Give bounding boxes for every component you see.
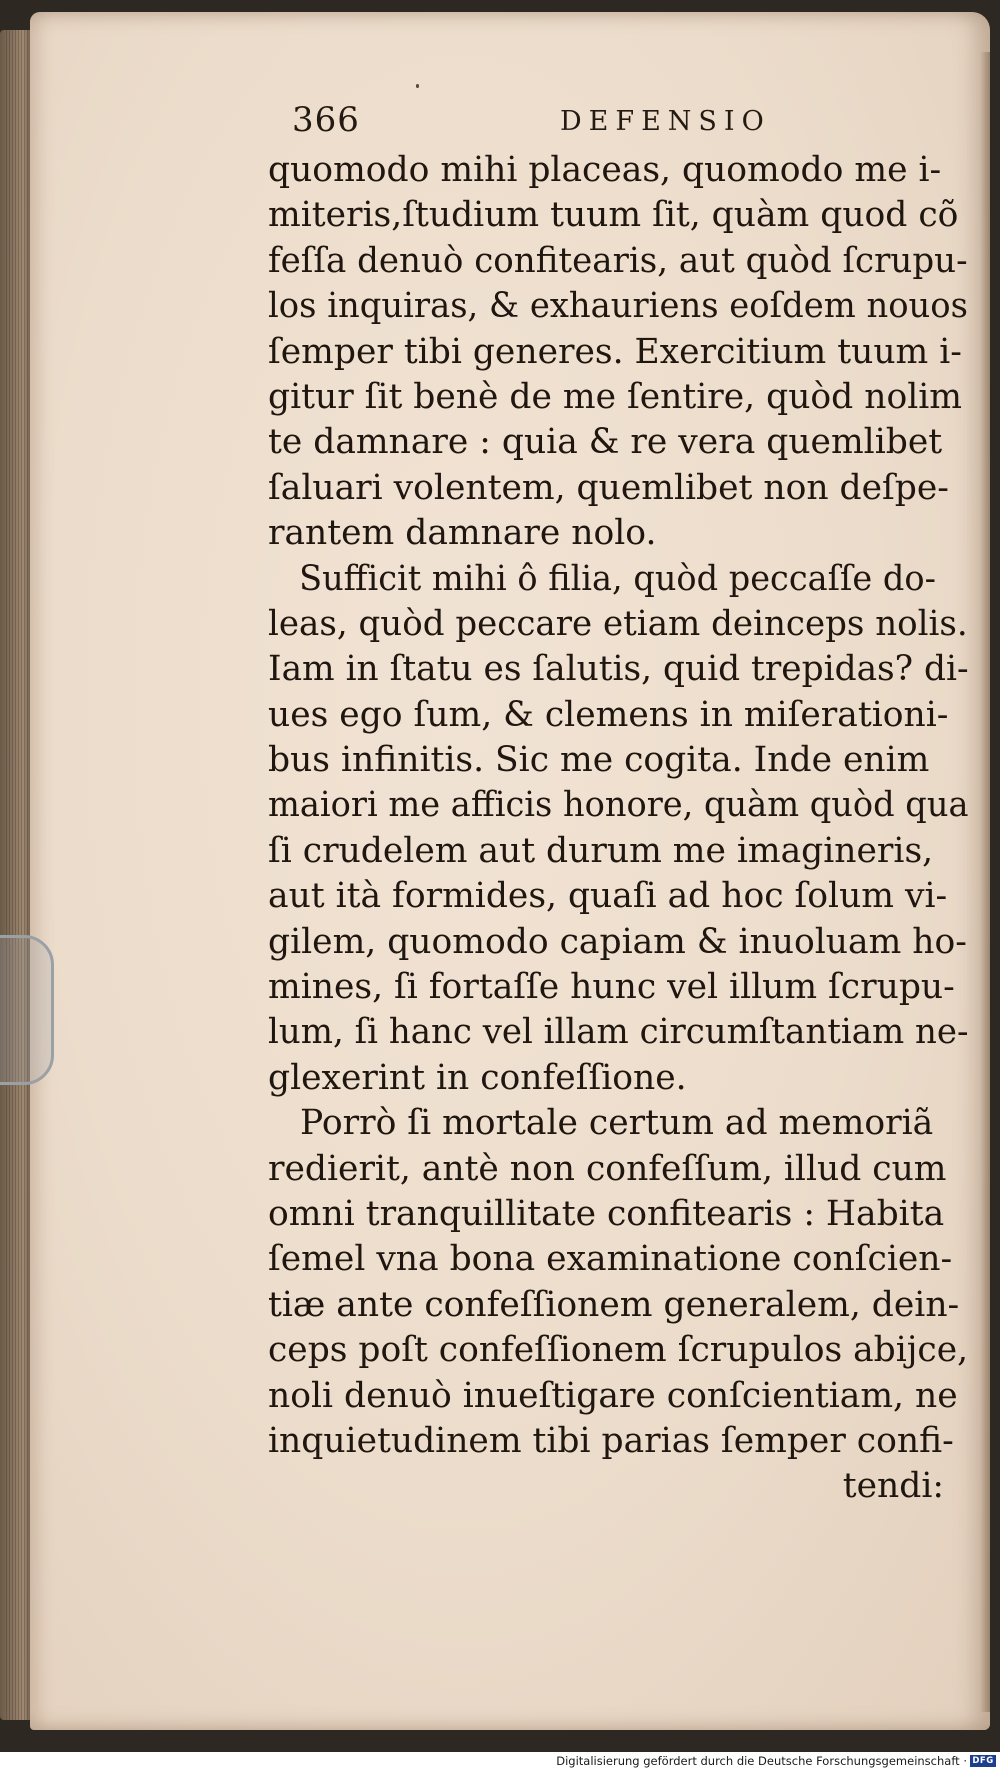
text-line: feſſa denuò confitearis, aut quòd ſcrupu- xyxy=(268,240,968,281)
text-line: ues ego ſum, & clemens in miſerationi- xyxy=(268,694,949,735)
page-header xyxy=(292,100,972,148)
text-line: Sufficit mihi ô filia, quòd peccaſſe do- xyxy=(299,558,936,599)
text-line: Iam in ſtatu es ſalutis, quid trepidas? di- xyxy=(268,649,969,690)
text-line: inquietudinem tibi parias ſemper confi- xyxy=(268,1420,954,1461)
text-line: bus infinitis. Sic me cogita. Inde enim xyxy=(268,740,930,781)
text-line: aut ità formides, quaſi ad hoc ſolum vi- xyxy=(268,876,948,917)
text-line: tendi: xyxy=(842,1466,944,1507)
text-line: ſi crudelem aut durum me imagineris, xyxy=(268,830,934,871)
running-title: DEFENSIO xyxy=(560,106,771,137)
text-line: los inquiras, & exhauriens eoſdem nouos xyxy=(268,286,968,327)
text-line: maiori me afficis honore, quàm quòd qua xyxy=(268,785,969,826)
digitization-credit xyxy=(556,1754,996,1768)
ink-speck xyxy=(416,84,419,88)
text-line: mines, ſi fortaſſe hunc vel illum ſcrupu- xyxy=(268,967,955,1008)
text-line: redierit, antè non confeſſum, illud cum xyxy=(268,1148,947,1189)
text-line: lum, ſi hanc vel illam circumſtantiam ne- xyxy=(268,1012,969,1053)
page-number: 366 xyxy=(292,100,360,140)
text-line: miteris,ſtudium tuum ſit, quàm quod cõ xyxy=(268,195,959,236)
text-line: ſaluari volentem, quemlibet non deſpe- xyxy=(268,467,949,508)
text-line: gilem, quomodo capiam & inuoluam ho- xyxy=(268,921,967,962)
text-line: Porrò ſi mortale certum ad memoriã xyxy=(300,1103,934,1144)
text-line: tiæ ante confeſſionem generalem, dein- xyxy=(268,1284,960,1325)
text-line: omni tranquillitate confitearis : Habita xyxy=(268,1193,945,1234)
text-line: rantem damnare nolo. xyxy=(268,513,657,554)
text-line: quomodo mihi placeas, quomodo me i- xyxy=(268,150,942,190)
dfg-logo: DFG xyxy=(970,1755,996,1767)
text-line: ſemper tibi generes. Exercitium tuum i- xyxy=(268,331,962,372)
text-line: glexerint in confeſſione. xyxy=(268,1057,687,1098)
text-line: noli denuò inueſtigare conſcientiam, ne xyxy=(268,1375,958,1416)
body-text xyxy=(268,148,996,1510)
text-line: ſemel vna bona examinatione conſcien- xyxy=(268,1239,953,1280)
page-clip xyxy=(0,935,54,1085)
text-line: te damnare : quia & re vera quemlibet xyxy=(268,422,943,463)
text-line: leas, quòd peccare etiam deinceps nolis. xyxy=(268,603,968,644)
text-line: gitur ſit benè de me ſentire, quòd nolim xyxy=(268,376,963,417)
text-line: ceps poſt confeſſionem ſcrupulos abijce, xyxy=(268,1330,969,1371)
credit-text: Digitalisierung gefördert durch die Deutsche Forschungsgemeinschaft · xyxy=(556,1754,967,1768)
page-stack-edge xyxy=(0,30,34,1720)
